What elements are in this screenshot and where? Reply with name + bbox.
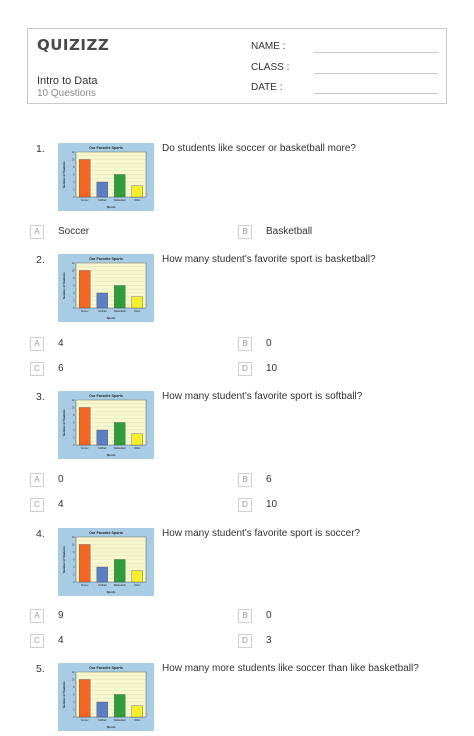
question-text: How many more students like soccer than like basketball? bbox=[162, 663, 419, 674]
chart-y-label: Number of Students bbox=[62, 681, 66, 708]
chart-x-tick: Other bbox=[134, 719, 141, 722]
chart-x-label: Sports bbox=[106, 590, 116, 594]
option-letter-box[interactable]: D bbox=[238, 634, 252, 648]
chart-x-tick: Soccer bbox=[80, 447, 89, 450]
question-chart bbox=[58, 528, 154, 596]
chart-y-tick: 8 bbox=[73, 686, 75, 689]
chart-x-tick: Basketball bbox=[113, 199, 126, 202]
sports-bar-chart bbox=[58, 143, 154, 211]
question-text: Do students like soccer or basketball more? bbox=[162, 143, 356, 154]
chart-y-tick: 0 bbox=[73, 581, 75, 584]
chart-y-tick: 10 bbox=[71, 406, 75, 410]
chart-y-tick: 10 bbox=[71, 678, 75, 682]
chart-y-tick: 0 bbox=[73, 307, 75, 310]
chart-x-tick: Soccer bbox=[80, 199, 89, 202]
class-line bbox=[314, 73, 438, 74]
chart-x-tick: Other bbox=[134, 584, 141, 587]
class-label: CLASS : bbox=[251, 62, 290, 73]
chart-y-tick: 8 bbox=[73, 277, 75, 280]
chart-x-label: Sports bbox=[106, 205, 116, 209]
chart-bar-softball bbox=[97, 182, 108, 197]
chart-y-tick: 0 bbox=[73, 716, 75, 719]
chart-y-tick: 4 bbox=[73, 566, 75, 569]
chart-y-tick: 2 bbox=[73, 436, 75, 440]
chart-bar-basketball bbox=[114, 175, 125, 198]
chart-y-tick: 12 bbox=[71, 399, 75, 402]
chart-x-tick: Other bbox=[134, 310, 141, 313]
chart-y-tick: 8 bbox=[73, 414, 75, 417]
chart-y-tick: 6 bbox=[73, 173, 75, 177]
chart-y-tick: 2 bbox=[73, 573, 75, 577]
chart-bar-softball bbox=[97, 430, 108, 445]
sports-bar-chart bbox=[58, 528, 154, 596]
option-text: 6 bbox=[266, 474, 272, 485]
option-text: 10 bbox=[266, 363, 278, 374]
chart-bar-basketball bbox=[114, 286, 125, 309]
option-letter-box[interactable]: B bbox=[238, 225, 252, 239]
chart-y-tick: 12 bbox=[71, 671, 75, 674]
name-label: NAME : bbox=[251, 41, 286, 52]
chart-y-tick: 12 bbox=[71, 262, 75, 265]
chart-x-tick: Basketball bbox=[113, 310, 126, 313]
chart-y-tick: 6 bbox=[73, 693, 75, 697]
option-letter-box[interactable]: A bbox=[30, 225, 44, 239]
option-letter-box[interactable]: C bbox=[30, 362, 44, 376]
chart-bar-softball bbox=[97, 567, 108, 582]
sports-bar-chart bbox=[58, 254, 154, 322]
name-line bbox=[314, 52, 438, 53]
quizizz-logo: QUIZIZZ bbox=[37, 36, 110, 54]
chart-y-tick: 2 bbox=[73, 708, 75, 712]
option-letter-box[interactable]: B bbox=[238, 337, 252, 351]
chart-x-tick: Basketball bbox=[113, 719, 126, 722]
date-label: DATE : bbox=[251, 82, 283, 93]
chart-x-label: Sports bbox=[106, 453, 116, 457]
chart-bar-other bbox=[132, 186, 143, 197]
sports-bar-chart bbox=[58, 663, 154, 731]
answer-option-a[interactable] bbox=[30, 337, 230, 351]
option-letter-box[interactable]: C bbox=[30, 634, 44, 648]
answer-option-a[interactable] bbox=[30, 225, 230, 239]
chart-x-tick: Softball bbox=[98, 447, 107, 450]
option-text: 4 bbox=[58, 635, 64, 646]
chart-y-tick: 10 bbox=[71, 269, 75, 273]
question-chart bbox=[58, 254, 154, 322]
chart-x-tick: Other bbox=[134, 447, 141, 450]
chart-y-tick: 12 bbox=[71, 536, 75, 539]
chart-bar-softball bbox=[97, 293, 108, 308]
chart-y-tick: 8 bbox=[73, 551, 75, 554]
option-letter-box[interactable]: A bbox=[30, 473, 44, 487]
chart-title: Our Favorite Sports bbox=[89, 257, 123, 261]
chart-bar-soccer bbox=[79, 408, 90, 446]
chart-x-tick: Softball bbox=[98, 199, 107, 202]
worksheet-header bbox=[27, 28, 447, 104]
chart-bar-softball bbox=[97, 702, 108, 717]
question-chart bbox=[58, 391, 154, 459]
chart-x-tick: Basketball bbox=[113, 584, 126, 587]
question-count: 10 Questions bbox=[37, 88, 96, 99]
answer-option-d[interactable] bbox=[238, 498, 438, 512]
chart-bar-other bbox=[132, 571, 143, 582]
answer-option-b[interactable] bbox=[238, 225, 438, 239]
answer-option-c[interactable] bbox=[30, 498, 230, 512]
chart-y-tick: 6 bbox=[73, 421, 75, 425]
chart-bar-other bbox=[132, 297, 143, 308]
option-text: 0 bbox=[266, 610, 272, 621]
option-text: 0 bbox=[266, 338, 272, 349]
worksheet-title: Intro to Data bbox=[37, 75, 98, 87]
option-letter-box[interactable]: C bbox=[30, 498, 44, 512]
chart-x-label: Sports bbox=[106, 316, 116, 320]
answer-option-a[interactable] bbox=[30, 473, 230, 487]
chart-bar-other bbox=[132, 706, 143, 717]
chart-x-tick: Softball bbox=[98, 584, 107, 587]
chart-bar-soccer bbox=[79, 680, 90, 718]
option-letter-box[interactable]: D bbox=[238, 498, 252, 512]
chart-y-label: Number of Students bbox=[62, 409, 66, 436]
chart-y-tick: 10 bbox=[71, 158, 75, 162]
chart-x-tick: Soccer bbox=[80, 310, 89, 313]
chart-y-tick: 4 bbox=[73, 701, 75, 704]
option-text: 9 bbox=[58, 610, 64, 621]
chart-x-tick: Soccer bbox=[80, 584, 89, 587]
option-letter-box[interactable]: D bbox=[238, 362, 252, 376]
chart-x-tick: Soccer bbox=[80, 719, 89, 722]
option-text: 4 bbox=[58, 338, 64, 349]
chart-title: Our Favorite Sports bbox=[89, 146, 123, 150]
option-letter-box[interactable]: B bbox=[238, 473, 252, 487]
question-number: 2. bbox=[36, 254, 45, 266]
chart-x-tick: Softball bbox=[98, 310, 107, 313]
chart-x-tick: Basketball bbox=[113, 447, 126, 450]
chart-title: Our Favorite Sports bbox=[89, 394, 123, 398]
answer-option-b[interactable] bbox=[238, 337, 438, 351]
chart-y-tick: 2 bbox=[73, 188, 75, 192]
chart-title: Our Favorite Sports bbox=[89, 531, 123, 535]
option-text: 4 bbox=[58, 499, 64, 510]
question-number: 3. bbox=[36, 391, 45, 403]
answer-option-d[interactable] bbox=[238, 634, 438, 648]
option-letter-box[interactable]: A bbox=[30, 337, 44, 351]
option-text: Basketball bbox=[266, 226, 313, 237]
chart-bar-basketball bbox=[114, 423, 125, 446]
question-number: 1. bbox=[36, 143, 45, 155]
chart-title: Our Favorite Sports bbox=[89, 666, 123, 670]
chart-y-tick: 2 bbox=[73, 299, 75, 303]
chart-y-tick: 4 bbox=[73, 429, 75, 432]
question-text: How many student's favorite sport is soccer? bbox=[162, 528, 361, 539]
chart-y-label: Number of Students bbox=[62, 161, 66, 188]
question-text: How many student's favorite sport is basketball? bbox=[162, 254, 376, 265]
chart-y-tick: 8 bbox=[73, 166, 75, 169]
question-number: 5. bbox=[36, 663, 45, 675]
chart-bar-soccer bbox=[79, 545, 90, 583]
option-text: 6 bbox=[58, 363, 64, 374]
question-chart bbox=[58, 663, 154, 731]
option-letter-box[interactable]: B bbox=[238, 609, 252, 623]
option-text: Soccer bbox=[58, 226, 90, 237]
answer-option-c[interactable] bbox=[30, 634, 230, 648]
question-number: 4. bbox=[36, 528, 45, 540]
answer-option-a[interactable] bbox=[30, 609, 230, 623]
chart-y-label: Number of Students bbox=[62, 546, 66, 573]
chart-y-tick: 4 bbox=[73, 292, 75, 295]
chart-y-tick: 12 bbox=[71, 151, 75, 154]
chart-bar-soccer bbox=[79, 160, 90, 198]
option-text: 3 bbox=[266, 635, 272, 646]
question-chart bbox=[58, 143, 154, 211]
chart-y-tick: 6 bbox=[73, 558, 75, 562]
chart-bar-basketball bbox=[114, 695, 125, 718]
answer-option-d[interactable] bbox=[238, 362, 438, 376]
chart-x-tick: Softball bbox=[98, 719, 107, 722]
option-text: 10 bbox=[266, 499, 278, 510]
answer-option-c[interactable] bbox=[30, 362, 230, 376]
chart-y-tick: 4 bbox=[73, 181, 75, 184]
chart-bar-basketball bbox=[114, 560, 125, 583]
option-letter-box[interactable]: A bbox=[30, 609, 44, 623]
chart-y-label: Number of Students bbox=[62, 272, 66, 299]
chart-y-tick: 0 bbox=[73, 196, 75, 199]
chart-y-tick: 0 bbox=[73, 444, 75, 447]
question-text: How many student's favorite sport is softball? bbox=[162, 391, 363, 402]
chart-bar-other bbox=[132, 434, 143, 445]
chart-bar-soccer bbox=[79, 271, 90, 309]
chart-y-tick: 10 bbox=[71, 543, 75, 547]
answer-option-b[interactable] bbox=[238, 609, 438, 623]
answer-option-b[interactable] bbox=[238, 473, 438, 487]
sports-bar-chart bbox=[58, 391, 154, 459]
chart-x-tick: Other bbox=[134, 199, 141, 202]
date-line bbox=[314, 93, 438, 94]
chart-x-label: Sports bbox=[106, 725, 116, 729]
chart-y-tick: 6 bbox=[73, 284, 75, 288]
option-text: 0 bbox=[58, 474, 64, 485]
